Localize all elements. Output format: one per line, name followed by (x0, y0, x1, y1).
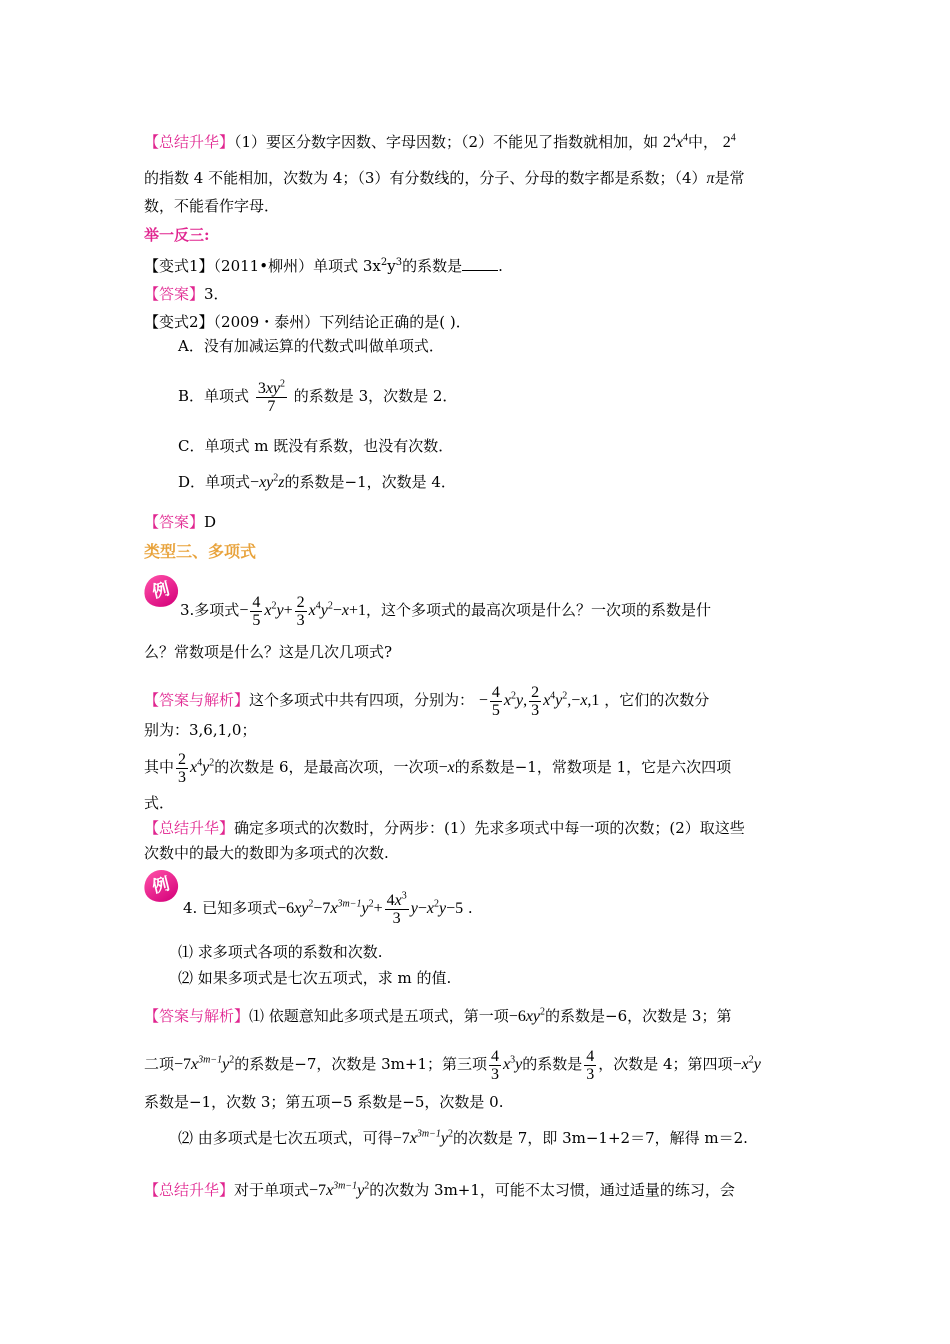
math-polynomial-4: $-6xy^2-7x^{3m-1}y^2+$ $\frac{4x^3}{3}$ $y-x^2y-5$ (277, 890, 464, 927)
math-4-3: $\frac{4}{3}$ (586, 1047, 595, 1083)
ex3-summary-line2: 次数中的最大的数即为多项式的次数. (144, 844, 389, 862)
math-neg-x: −x (438, 759, 455, 776)
ex4-answer-line2: 二项$-7x^{3m-1}y^2$的系数是−7，次数是 3m+1；第三项 $\frac{4}{3}$ $x^3y$的系数是 $\frac{4}{3}$ ，次数是 4；第四项$-x^2y$ (144, 1047, 761, 1083)
summary1-line3: 数，不能看作字母． (144, 197, 280, 215)
option-a: A．没有加减运算的代数式叫做单项式． (178, 337, 444, 355)
variant2-question: 【变式2】（2009・泰州）下列结论正确的是( )． (144, 313, 471, 331)
math-terms-list: − $\frac{4}{5}$ $x^2y$, $\frac{2}{3}$ $x^4y^2,-x,1$ (478, 683, 600, 719)
math-neg-x2y: $-x^2y$ (732, 1054, 761, 1073)
math-pi: π (706, 170, 715, 187)
ex4-q2: ⑵ 如果多项式是七次五项式，求 m 的值. (178, 969, 452, 987)
ex4-answer-line3: 系数是−1，次数 3；第五项−5 系数是−5，次数是 0. (144, 1093, 504, 1111)
math-neg7x-3m-1-y2: $-7x^{3m-1}y^2$ (309, 1180, 370, 1199)
example-badge-icon: 例 (141, 571, 182, 610)
type3-heading: 类型三、多项式 (144, 542, 257, 561)
math-4-3-x3y: $\frac{4}{3}$ $x^3y$ (491, 1047, 523, 1083)
ex4-answer-line1: 【答案与解析】⑴ 依题意知此多项式是五项式，第一项$-6xy^2$的系数是−6，次数是 3；第 (144, 1006, 732, 1025)
variant1-answer: 【答案】3． (144, 285, 229, 303)
math-2-3-x4y2: $\frac{2}{3}$ $x^4y^2$ (178, 750, 215, 786)
example-badge-icon: 例 (141, 866, 182, 905)
variant2-answer: 【答案】D (144, 513, 217, 531)
math-polynomial-3: − $\frac{4}{5}$ $x^2y+$ $\frac{2}{3}$ $x^4y^2-x+1$ (239, 593, 366, 629)
summary1-line2: 的指数 4 不能相加，次数为 4；（3）有分数线的，分子、分母的数字都是系数；（4）π是常 (144, 169, 745, 187)
math-neg7x-3m-1-y2: $-7x^{3m-1}y^2$ (174, 1054, 235, 1073)
math-2-4: $2^4$ (722, 132, 736, 151)
ex3-answer-line4: 式． (144, 794, 175, 812)
ex4-q1: ⑴ 求多项式各项的系数和次数. (178, 943, 383, 961)
ex3-answer-line1: 【答案与解析】这个多项式中共有四项，分别为： − $\frac{4}{5}$ $x^2y$, $\frac{2}{3}$ $x^4y^2,-x,1$ ，它们的次数分 (144, 683, 710, 719)
variant1-question: 【变式1】（2011•柳州）单项式 $3x^2y^3$的系数是 . (144, 257, 503, 275)
ex3-question-line2: 么？常数项是什么？这是几次几项式? (144, 643, 393, 661)
fraction-3xy2-over-7: $\frac{3xy^2}{7}$ (257, 378, 286, 415)
ex4-summary: 【总结升华】对于单项式$-7x^{3m-1}y^2$的次数为 3m+1，可能不太习惯，通过适量的练习，会 (144, 1180, 735, 1199)
ex4-question: 4. 已知多项式$-6xy^2-7x^{3m-1}y^2+$ $\frac{4x^3}{3}$ $y-x^2y-5$ . (183, 890, 473, 927)
math-neg6xy2: $-6xy^2$ (508, 1006, 546, 1025)
ex3-question-line1: 3.多项式− $\frac{4}{5}$ $x^2y+$ $\frac{2}{3}$ $x^4y^2-x+1$，这个多项式的最高次项是什么？一次项的系数是什 (180, 593, 711, 629)
option-c: C．单项式 m 既没有系数，也没有次数． (178, 437, 454, 455)
ex3-answer-line2: 别为：3,6,1,0； (144, 721, 257, 739)
math-neg-xy2z: $-xy^2z$ (250, 472, 285, 491)
option-d: D．单项式$-xy^2z$的系数是−1，次数是 4． (178, 472, 456, 491)
ex3-summary-line1: 【总结升华】确定多项式的次数时，分两步：(1）先求多项式中每一项的次数；(2）取这些 (144, 819, 745, 837)
math-neg7x-3m-1-y2: $-7x^{3m-1}y^2$ (392, 1128, 454, 1147)
math-2-4-x-4: $2^4x^4$ (662, 132, 688, 151)
jyfs-heading: 举一反三: (144, 226, 210, 244)
ex3-answer-line3: 其中 $\frac{2}{3}$ $x^4y^2$的次数是 6，是最高次项，一次项−x的系数是−1，常数项是 1，它是六次四项 (144, 750, 732, 786)
option-b: B．单项式 $\frac{3xy^2}{7}$ 的系数是 3，次数是 2． (178, 378, 458, 415)
answer-blank (462, 256, 498, 271)
ex4-answer-line4: ⑵ 由多项式是七次五项式，可得$-7x^{3m-1}y^2$的次数是 7，即 3m−1+2＝7，解得 m＝2. (178, 1128, 748, 1147)
summary1-line1: 【总结升华】（1）要区分数字因数、字母因数；（2）不能见了指数就相加，如 $2^4x^4$中， $2^4$ (144, 132, 736, 151)
summary-label: 【总结升华】 (144, 133, 235, 151)
